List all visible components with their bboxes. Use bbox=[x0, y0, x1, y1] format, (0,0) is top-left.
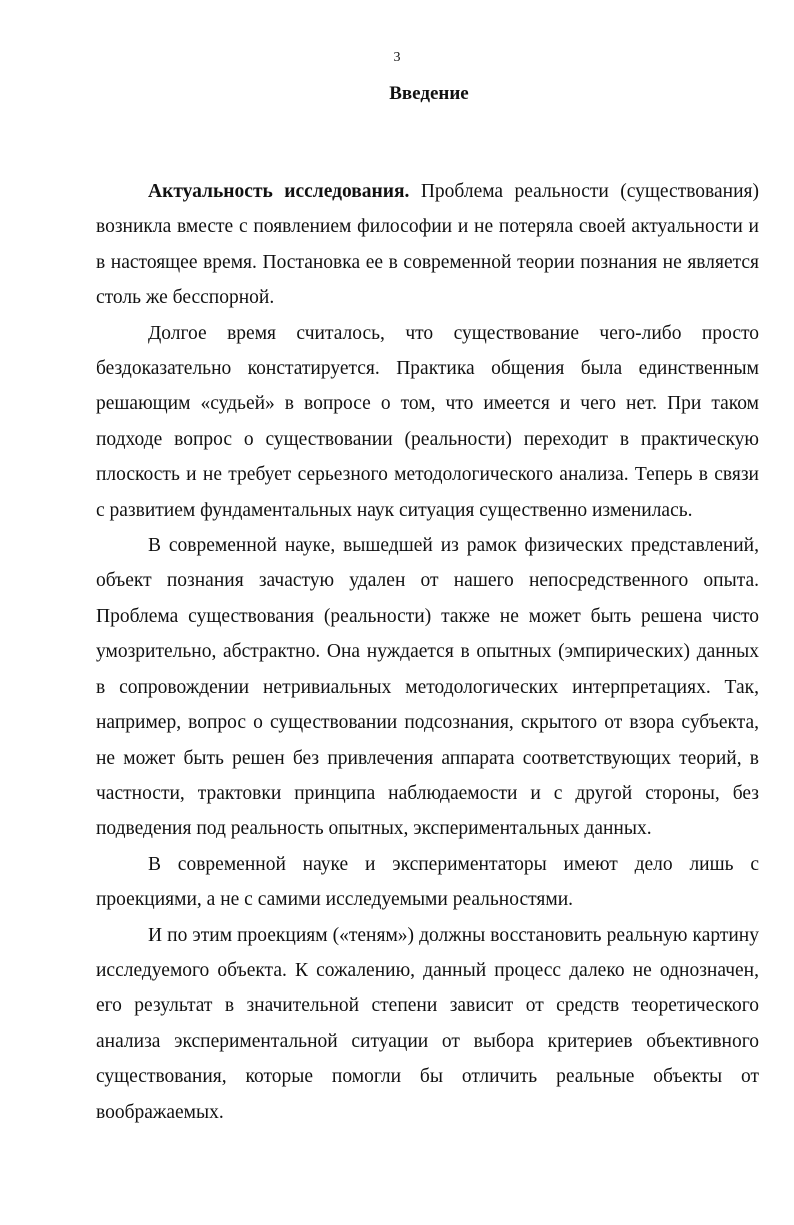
paragraph: В современной науке и экспериментаторы имеют дело лишь с проекциями, а не с самими исследуемыми реальностями. bbox=[96, 853, 759, 911]
paragraph-lead: Актуальность исследования. bbox=[148, 181, 410, 202]
paragraph-text: Проблема реальности (существования) возникла вместе с появлением философии и не потеряла своей актуальности и в настоящее время. Постановка ее в современной теории познания не является столь же бесспорной. bbox=[96, 181, 759, 309]
paragraph-relevance bbox=[96, 174, 759, 316]
section-title: Введение bbox=[389, 83, 469, 104]
paragraph: И по этим проекциям («теням») должны восстановить реальную картину исследуемого объекта. К сожалению, данный процесс далеко не однозначен, его результат в значительной степени зависит от средств теоретического анализа экспериментальной ситуации от выбора критериев объективного существования, которые помогли бы отличить реальные объекты от воображаемых. bbox=[96, 924, 759, 1123]
body-text bbox=[96, 174, 759, 1130]
paragraph: В современной науке, вышедшей из рамок физических представлений, объект познания зачастую удален от нашего непосредственного опыта. Проблема существования (реальности) также не может быть решена чисто умозрительно, абстрактно. Она нуждается в опытных (эмпирических) данных в сопровождении нетривиальных методологических интерпретациях. Так, например, вопрос о существовании подсознания, скрытого от взора субъекта, не может быть решен без привлечения аппарата соответствующих теорий, в частности, трактовки принципа наблюдаемости и с другой стороны, без подведения под реальность опытных, экспериментальных данных. bbox=[96, 535, 759, 840]
paragraph: Долгое время считалось, что существование чего-либо просто бездоказательно констатируется. Практика общения была единственным решающим «судьей» в вопросе о том, что имеется и чего нет. При таком подходе вопрос о существовании (реальности) переходит в практическую плоскость и не требует серьезного методологического анализа. Теперь в связи с развитием фундаментальных наук ситуация существенно изменилась. bbox=[96, 322, 759, 521]
page-number: 3 bbox=[393, 50, 401, 65]
